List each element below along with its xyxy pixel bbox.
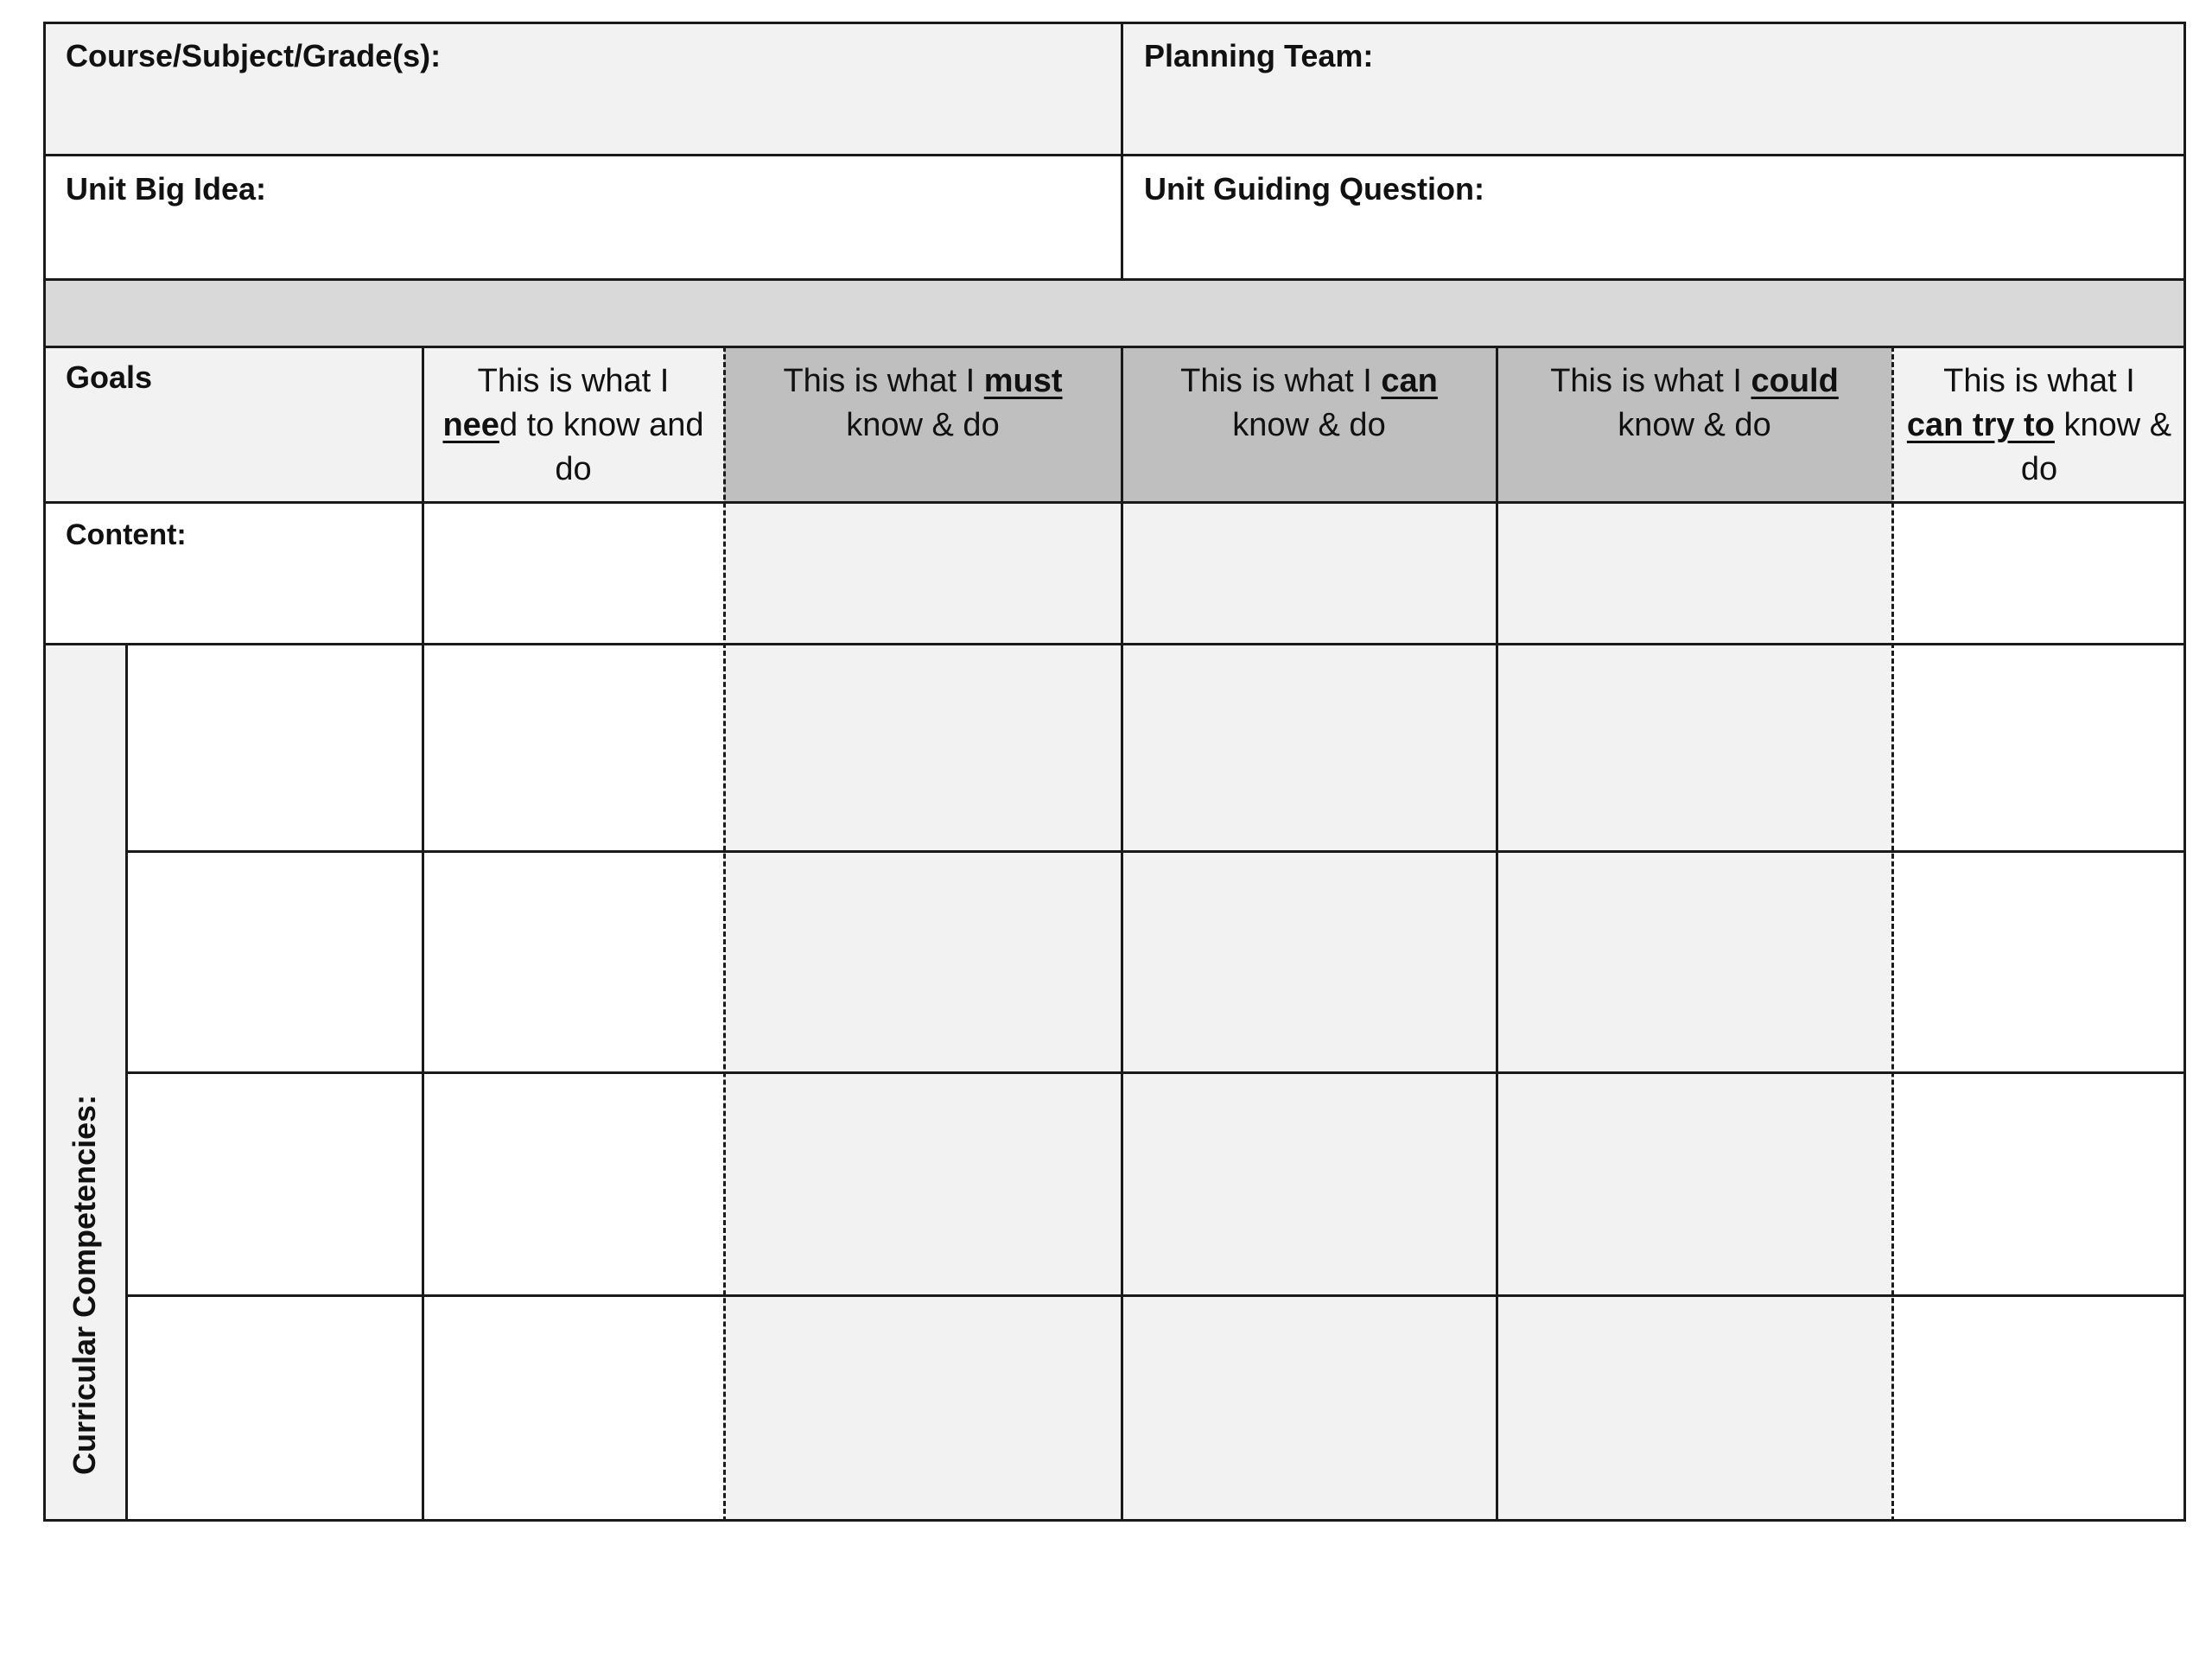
border-bottom — [43, 1519, 2186, 1522]
hline-band — [43, 346, 2186, 348]
vline-can — [1121, 346, 1123, 1522]
content-need-cell[interactable] — [423, 502, 724, 644]
unit-big-idea-cell — [43, 155, 1122, 279]
course-subject-grade-cell — [43, 22, 1122, 155]
dashed-line-can-try — [1891, 346, 1894, 1522]
unit-guiding-question-cell — [1122, 155, 2186, 279]
could-column-post: know & do — [1618, 407, 1771, 443]
vline-header-split — [1121, 22, 1123, 279]
competencies-can-try-cells[interactable] — [1892, 644, 2186, 1522]
need-column-header — [423, 346, 724, 502]
goals-cell — [43, 346, 423, 502]
can-column-emphasis: can — [1381, 363, 1438, 399]
hline-comp-1 — [126, 850, 2186, 853]
content-label: Content: — [66, 518, 187, 551]
course-subject-grade-label: Course/Subject/Grade(s): — [66, 38, 442, 73]
must-column-pre: This is what I — [783, 363, 984, 399]
competencies-shaded-cells[interactable] — [724, 644, 1892, 1522]
hline-content — [43, 643, 2186, 645]
hline-comp-2 — [126, 1071, 2186, 1074]
can-column-text — [1122, 359, 1497, 448]
must-column-emphasis: must — [983, 363, 1063, 399]
could-column-header — [1497, 346, 1892, 502]
need-column-pre: This is what I — [477, 363, 670, 399]
unit-planning-template — [43, 22, 2186, 1522]
can-try-to-column-emphasis: can try to — [1906, 407, 2055, 443]
separator-band — [43, 279, 2186, 346]
competencies-label-cell — [43, 644, 126, 1522]
competencies-label-wrapper — [43, 644, 126, 1522]
competencies-goal-cells[interactable] — [126, 644, 423, 1522]
hline-comp-3 — [126, 1294, 2186, 1297]
content-label-cell — [43, 502, 423, 644]
can-column-pre: This is what I — [1180, 363, 1382, 399]
planning-team-label: Planning Team: — [1144, 38, 1374, 73]
can-column-header — [1122, 346, 1497, 502]
need-column-post: d to know and do — [499, 407, 704, 487]
vline-goals — [422, 346, 424, 1522]
could-column-emphasis: could — [1751, 363, 1839, 399]
must-column-header — [724, 346, 1122, 502]
can-try-to-column-post: know & do — [2020, 407, 2172, 487]
border-top — [43, 22, 2186, 24]
could-column-text — [1497, 359, 1892, 448]
competencies-label: Curricular Competencies: — [67, 1094, 102, 1475]
goals-label: Goals — [66, 359, 153, 395]
need-column-emphasis: nee — [442, 407, 499, 443]
can-try-to-column-header — [1892, 346, 2186, 502]
content-shaded-cells[interactable] — [724, 502, 1892, 644]
hline-header-2 — [43, 278, 2186, 281]
must-column-text — [724, 359, 1122, 448]
hline-goals — [43, 501, 2186, 504]
must-column-post: know & do — [846, 407, 1000, 443]
can-try-to-column-text — [1892, 359, 2186, 492]
could-column-pre: This is what I — [1550, 363, 1751, 399]
can-column-post: know & do — [1232, 407, 1386, 443]
vline-competency-label — [125, 644, 128, 1522]
can-try-to-column-pre: This is what I — [1943, 363, 2135, 399]
need-column-text — [423, 359, 724, 492]
vline-could — [1496, 346, 1498, 1522]
unit-big-idea-label: Unit Big Idea: — [66, 171, 266, 207]
dashed-line-must — [723, 346, 726, 1522]
planning-team-cell — [1122, 22, 2186, 155]
competencies-need-cells[interactable] — [423, 644, 724, 1522]
content-can-try-cell[interactable] — [1892, 502, 2186, 644]
border-left — [43, 22, 46, 1522]
hline-header-1 — [43, 154, 2186, 156]
unit-guiding-question-label: Unit Guiding Question: — [1144, 171, 1484, 207]
